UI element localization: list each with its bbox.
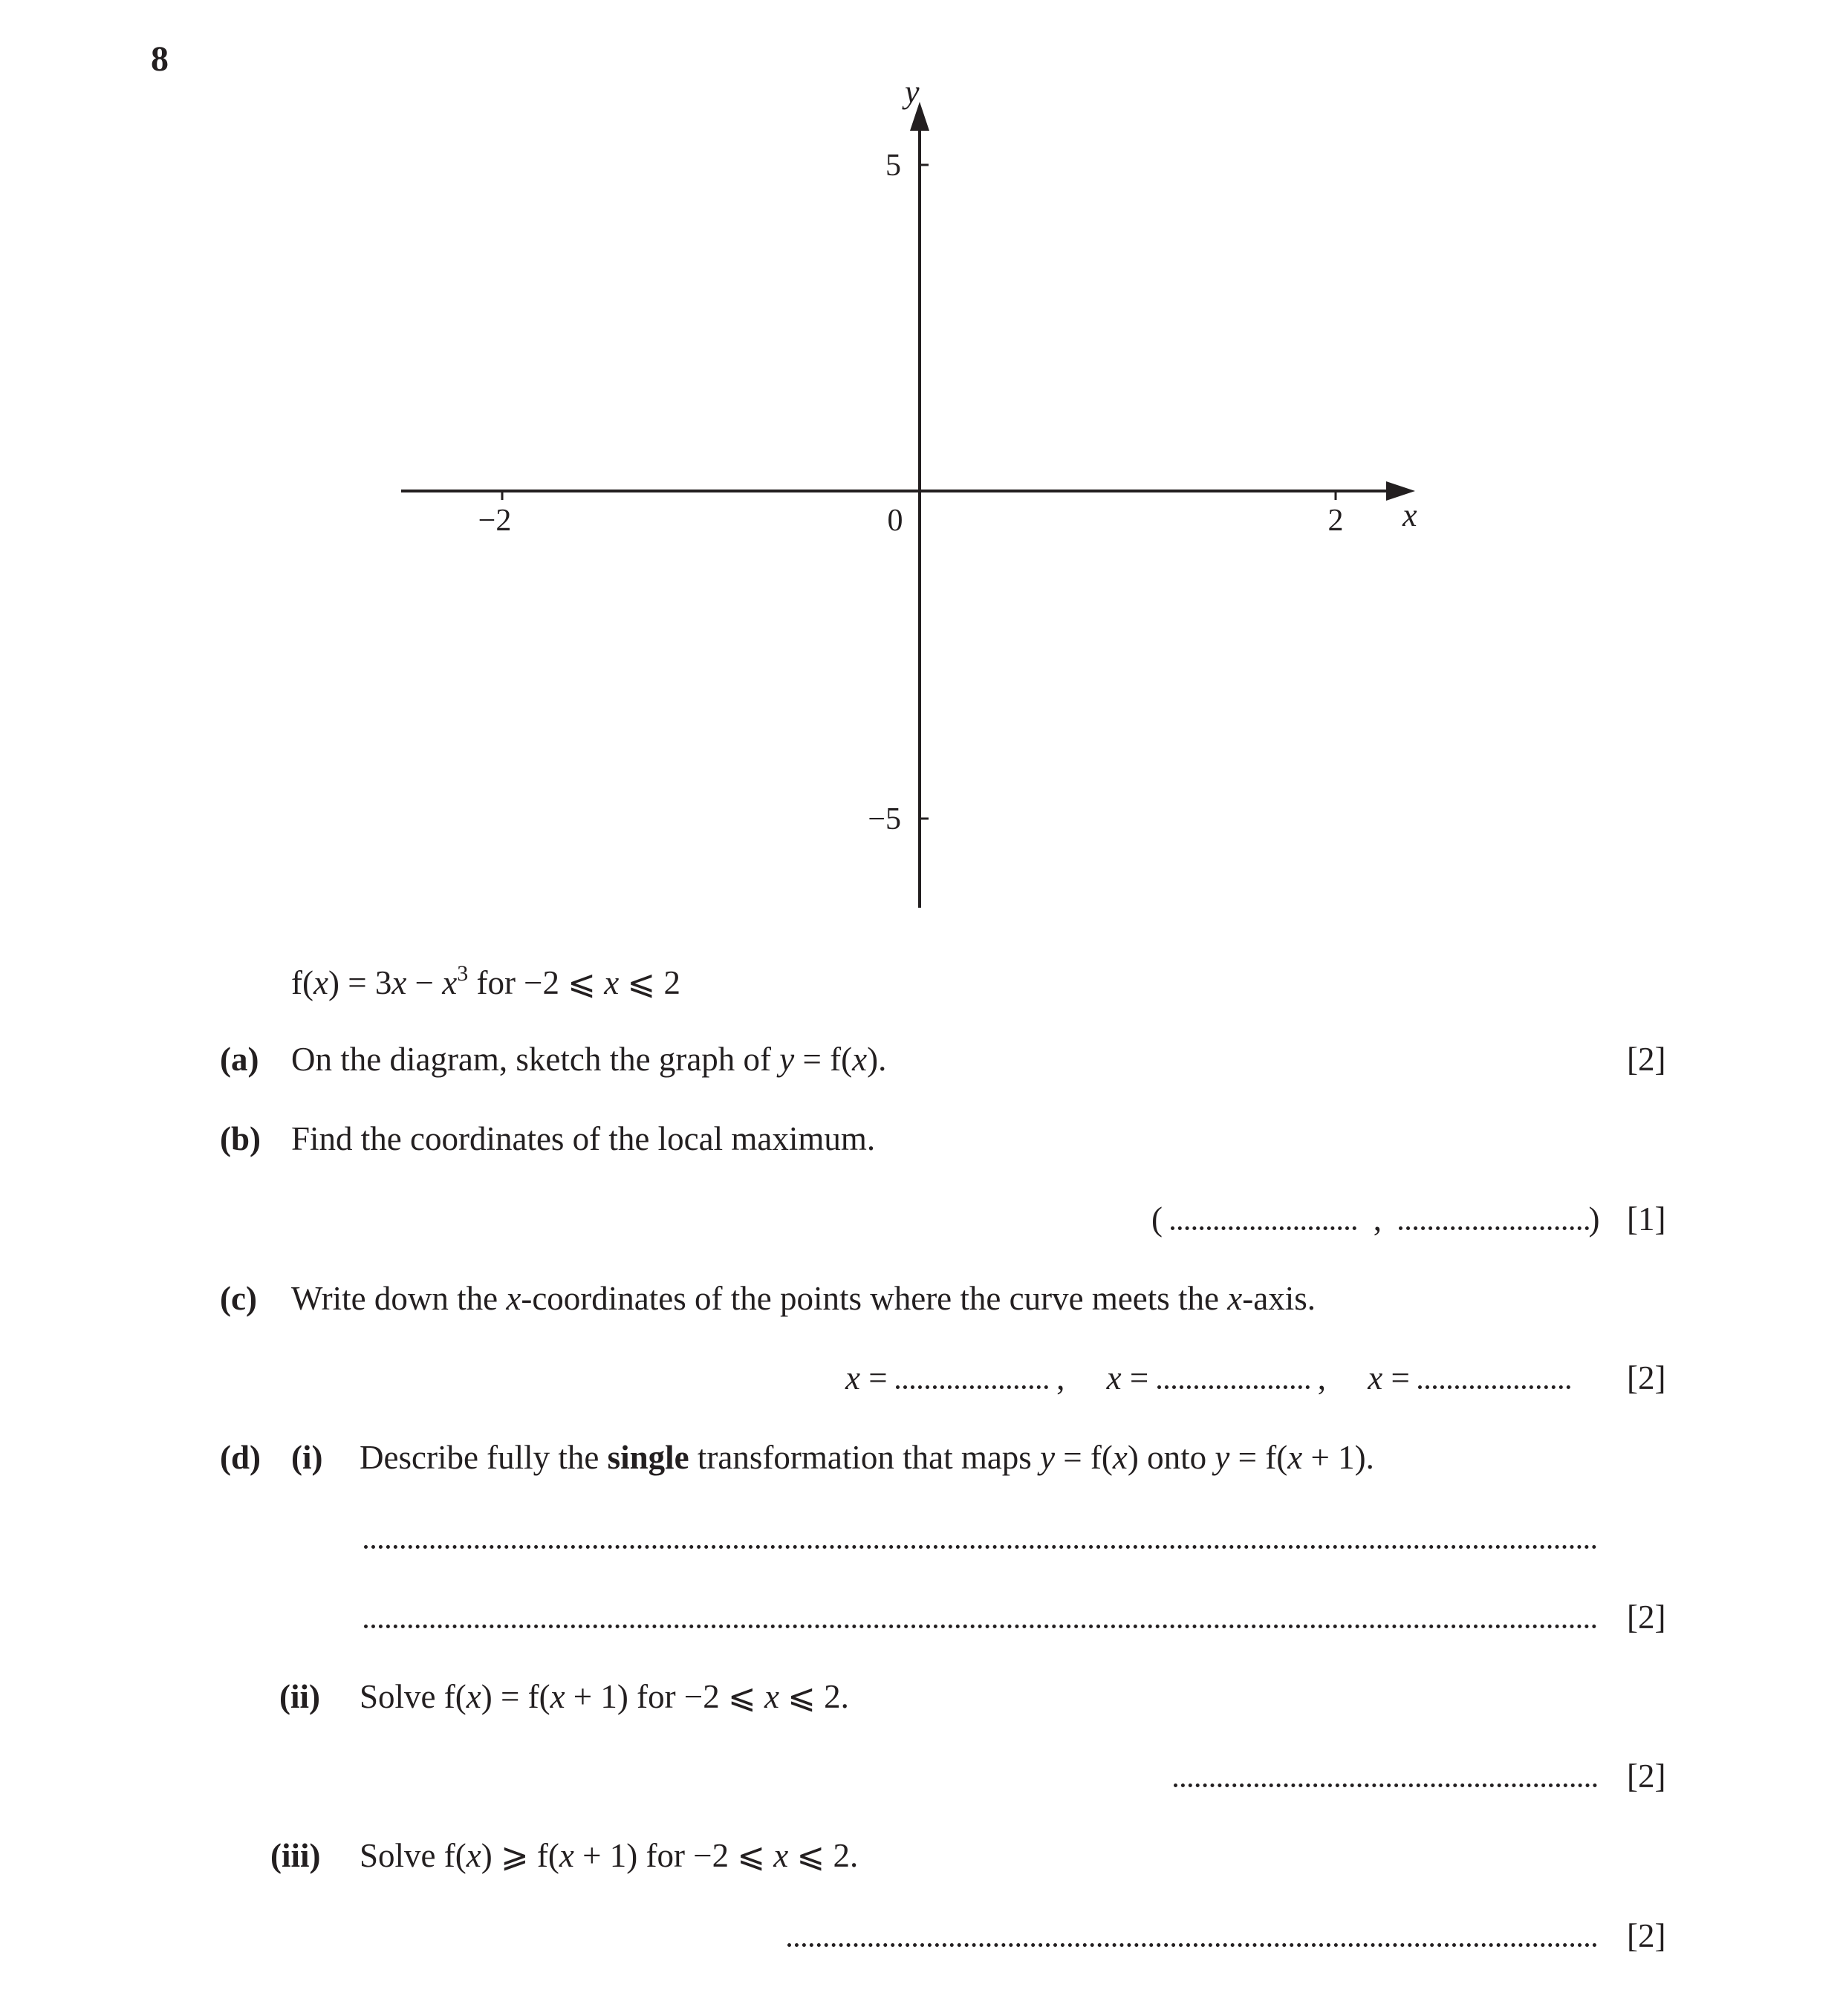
answer-line-max-y[interactable]	[1399, 1226, 1589, 1230]
answer-line-root-1[interactable]	[896, 1385, 1048, 1389]
part-d-i-marks: [2]	[1627, 1599, 1666, 1636]
y-tick-label-5: 5	[885, 149, 901, 183]
part-b-text: Find the coordinates of the local maximum.	[291, 1120, 876, 1157]
part-d-iii-text: Solve f(x) ⩾ f(x + 1) for −2 ⩽ x ⩽ 2.	[360, 1837, 859, 1874]
x-tick-label-2: 2	[1327, 504, 1344, 538]
answer-line-root-2[interactable]	[1157, 1385, 1310, 1389]
part-d-i-label: (i)	[291, 1439, 323, 1476]
part-c-text: Write down the x-coordinates of the points where the curve meets the x-axis.	[291, 1280, 1316, 1317]
part-b-label: (b)	[220, 1120, 261, 1157]
part-d-ii-label: (ii)	[279, 1678, 320, 1715]
part-c-marks: [2]	[1627, 1359, 1666, 1396]
part-a-marks: [2]	[1627, 1041, 1666, 1078]
part-c-answer: x = , x = , x =	[845, 1362, 1570, 1395]
answer-line-transformation-1[interactable]	[364, 1545, 1597, 1549]
function-definition: $f(x) = 3x - x^3$ for −2 ⩽ x ⩽ 2	[291, 961, 680, 1001]
part-d-ii-text: Solve f(x) = f(x + 1) for −2 ⩽ x ⩽ 2.	[360, 1678, 849, 1715]
answer-line-root-3[interactable]	[1418, 1385, 1570, 1389]
part-a-text: On the diagram, sketch the graph of y = f(x).	[291, 1041, 887, 1078]
part-d-iii-marks: [2]	[1627, 1917, 1666, 1954]
part-b-answer: ( , )	[1151, 1200, 1600, 1238]
answer-line-max-x[interactable]	[1171, 1226, 1356, 1230]
part-b-marks: [1]	[1627, 1200, 1666, 1238]
part-d-i-text: Describe fully the single transformation that maps y = f(x) onto y = f(x + 1).	[360, 1439, 1374, 1476]
part-a-label: (a)	[220, 1041, 259, 1078]
part-d-label: (d)	[220, 1439, 261, 1476]
answer-line-transformation-2[interactable]	[364, 1625, 1597, 1628]
part-d-ii-marks: [2]	[1627, 1758, 1666, 1795]
origin-label: 0	[887, 504, 903, 538]
y-tick-label-neg5: −5	[868, 802, 901, 836]
x-axis	[401, 481, 1415, 501]
part-c-label: (c)	[220, 1280, 257, 1317]
answer-line-solve-equal[interactable]	[1174, 1783, 1597, 1787]
x-tick-label-neg2: −2	[478, 504, 512, 538]
part-d-iii-label: (iii)	[270, 1837, 321, 1874]
answer-line-solve-inequality[interactable]	[787, 1943, 1597, 1947]
axes-diagram	[0, 0, 1843, 921]
x-axis-label: x	[1402, 497, 1417, 533]
y-axis-label: y	[905, 74, 920, 110]
question-number: 8	[151, 39, 169, 79]
y-axis	[910, 102, 929, 908]
